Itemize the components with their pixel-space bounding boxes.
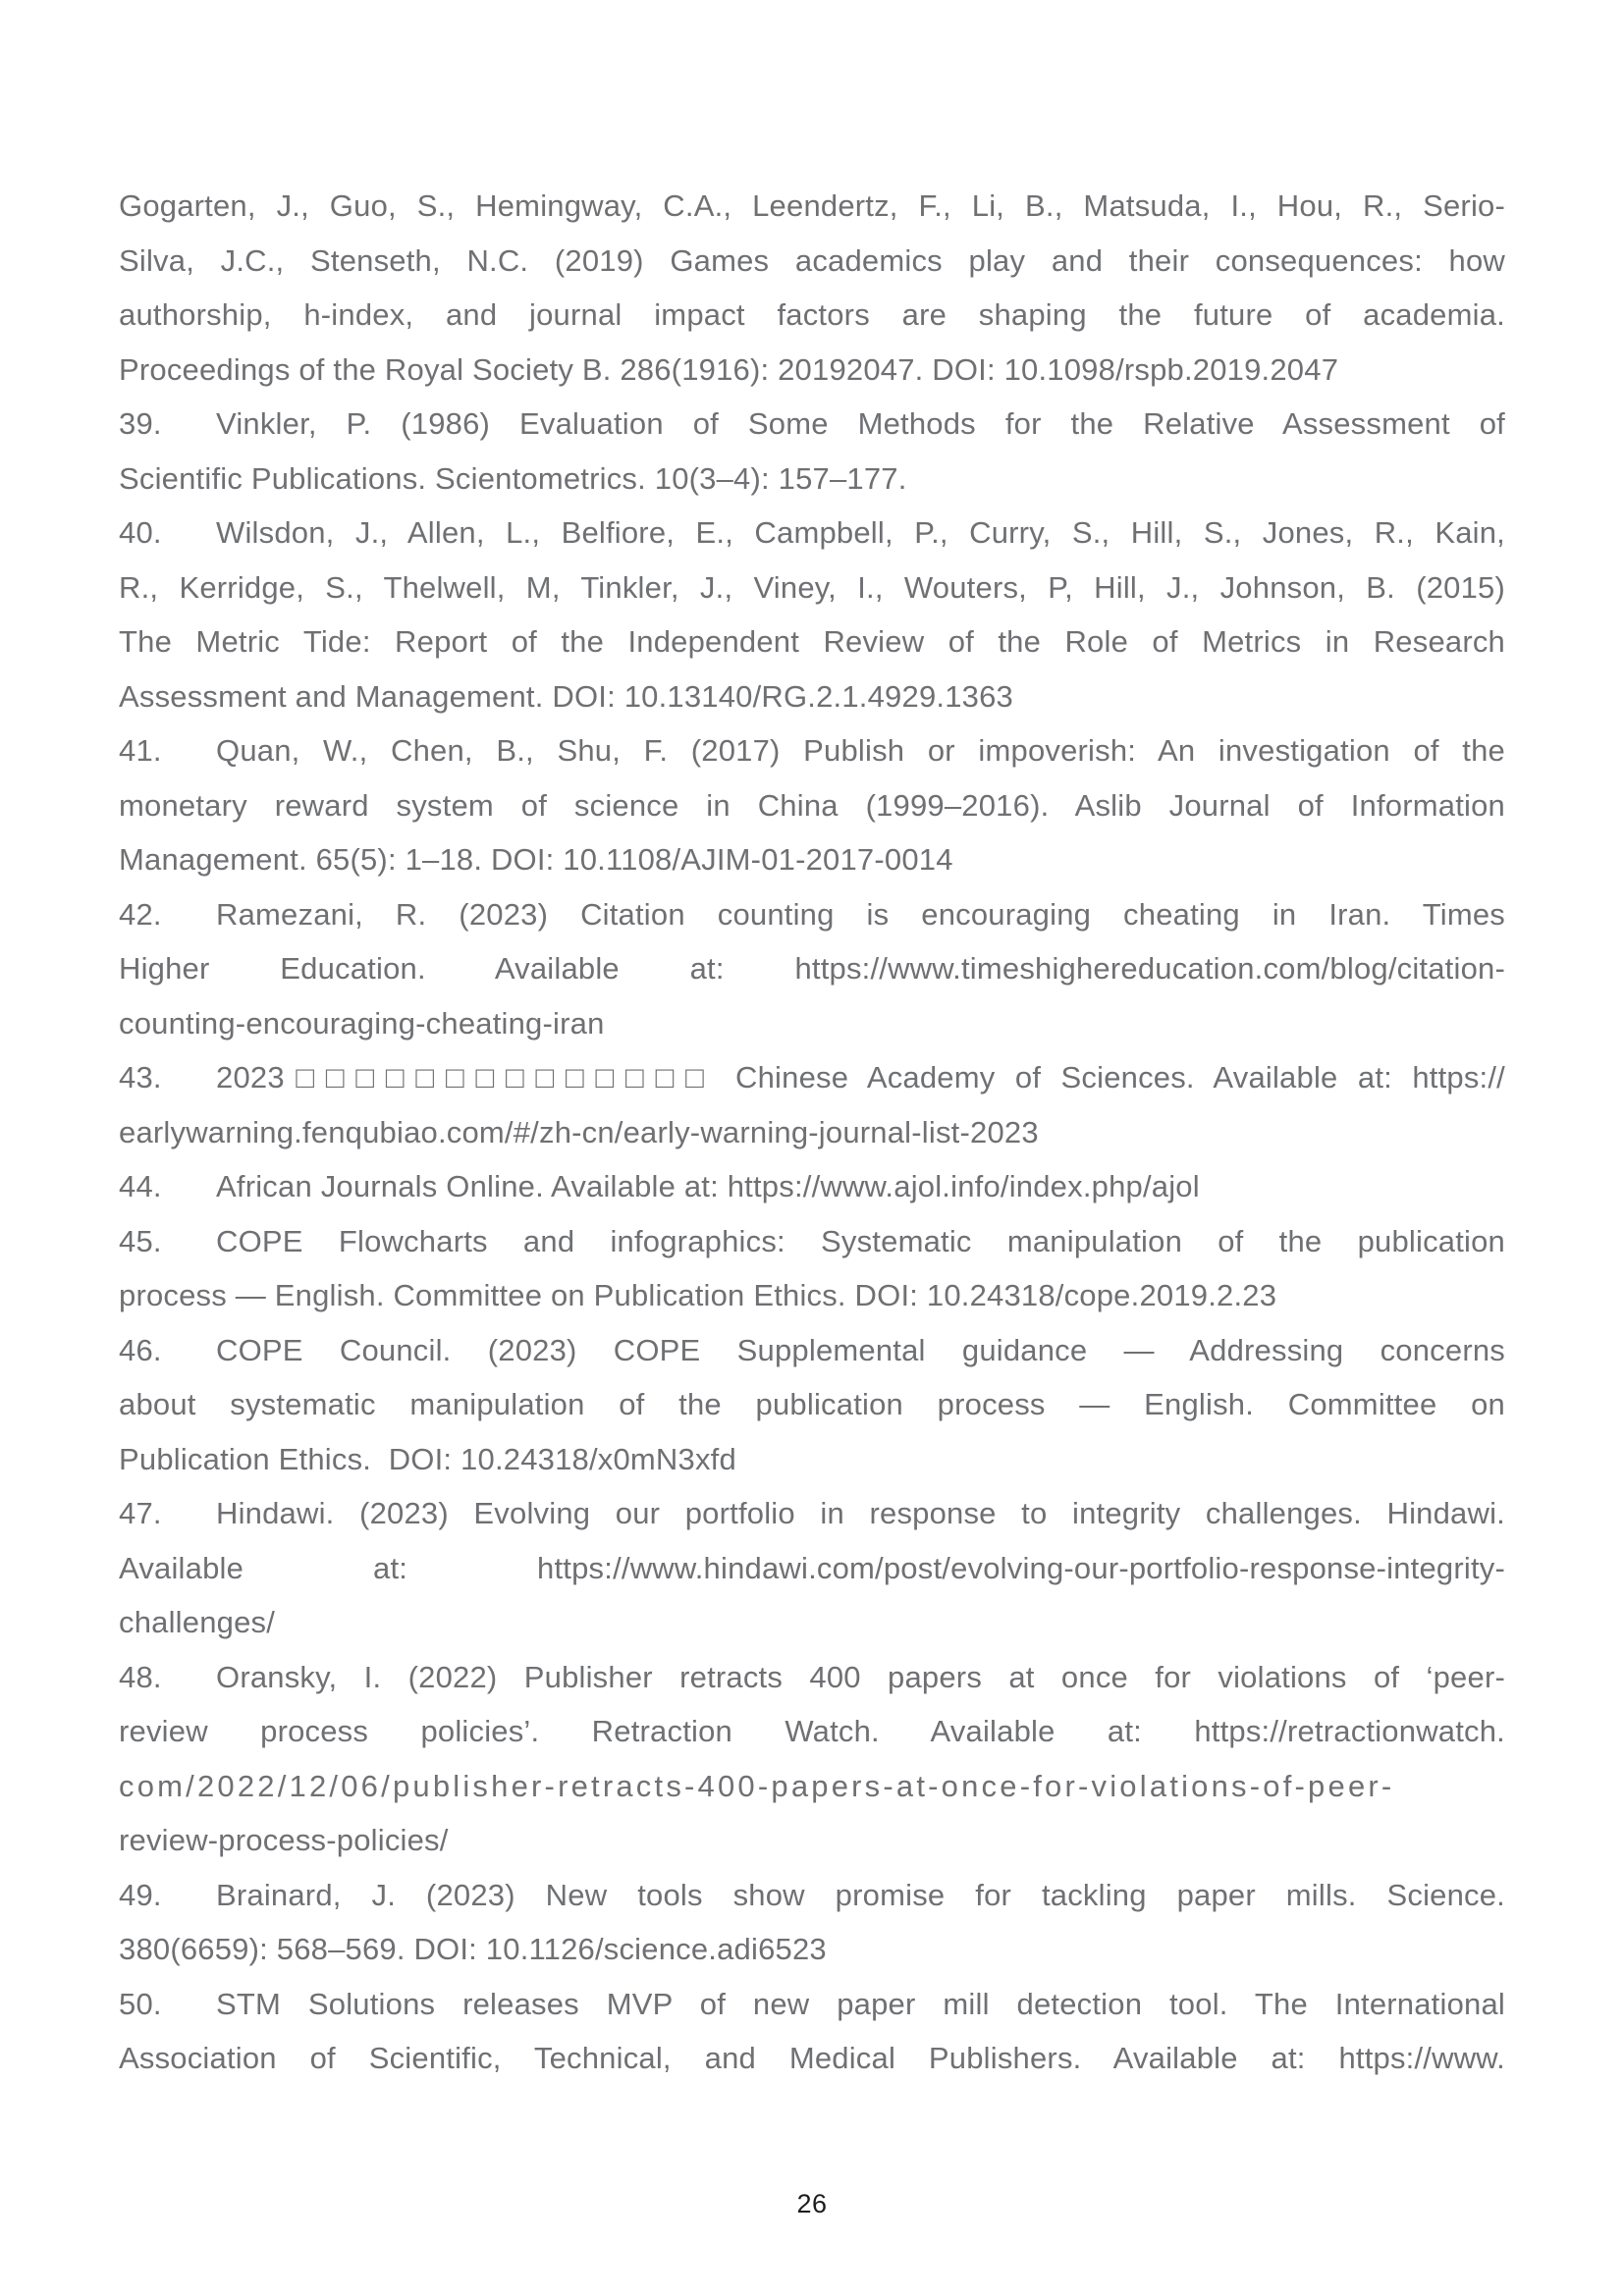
reference-line: Silva, J.C., Stenseth, N.C. (2019) Games academics play and their consequences: how (119, 242, 1505, 278)
reference-line: challenges/ (119, 1605, 276, 1639)
reference-number: 39. (119, 406, 162, 441)
reference-line: com/2022/12/06/publisher-retracts-400-papers-at-once-for-violations-of-peer- (119, 1768, 1395, 1803)
reference-line: Scientific Publications. Scientometrics. 10(3–4): 157–177. (119, 460, 907, 496)
reference-line: 380(6659): 568–569. DOI: 10.1126/science.adi6523 (119, 1932, 827, 1966)
reference-item (119, 1868, 1505, 1977)
reference-line: earlywarning.fenqubiao.com/#/zh-cn/early-warning-journal-list-2023 (119, 1114, 1039, 1149)
reference-item (119, 1214, 1505, 1323)
reference-line: Association of Scientific, Technical, and Medical Publishers. Available at: https://www. (119, 2041, 1505, 2075)
reference-item (119, 887, 1505, 1051)
references-list (119, 179, 1505, 2086)
reference-line: Proceedings of the Royal Society B. 286(1916): 20192047. DOI: 10.1098/rspb.2019.2047 (119, 351, 1339, 387)
reference-line: about systematic manipulation of the publication process — English. Committee on (119, 1387, 1505, 1421)
reference-line: authorship, h-index, and journal impact factors are shaping the future of academia. (119, 297, 1505, 332)
reference-line: Management. 65(5): 1–18. DOI: 10.1108/AJIM-01-2017-0014 (119, 842, 953, 877)
reference-line: Publication Ethics. DOI: 10.24318/x0mN3xfd (119, 1441, 736, 1476)
reference-item (119, 1159, 1505, 1214)
reference-line: 43. 2023□□□□□□□□□□□□□□ Chinese Academy of Sciences. Available at: https:// (119, 1050, 1505, 1105)
reference-line: The Metric Tide: Report of the Independent Review of the Role of Metrics in Research (119, 624, 1505, 659)
reference-line: 45. COPE Flowcharts and infographics: Systematic manipulation of the publication (119, 1214, 1505, 1269)
reference-number: 40. (119, 515, 162, 550)
reference-number: 45. (119, 1223, 162, 1258)
reference-line: 49. Brainard, J. (2023) New tools show promise for tackling paper mills. Science. (119, 1868, 1505, 1923)
reference-line: 39. Vinkler, P. (1986) Evaluation of Some Methods for the Relative Assessment of (119, 397, 1505, 452)
reference-item (119, 179, 1505, 397)
reference-line: review-process-policies/ (119, 1823, 449, 1857)
reference-number: 42. (119, 896, 162, 932)
reference-line: Available at: https://www.hindawi.com/post/evolving-our-portfolio-response-integrity- (119, 1550, 1505, 1585)
reference-number: 41. (119, 733, 162, 768)
reference-line: Assessment and Management. DOI: 10.13140/RG.2.1.4929.1363 (119, 678, 1013, 714)
reference-item (119, 1977, 1505, 2086)
reference-line: R., Kerridge, S., Thelwell, M, Tinkler, J., Viney, I., Wouters, P, Hill, J., Johnson, B. (2015) (119, 569, 1505, 605)
reference-item (119, 506, 1505, 723)
reference-line: Gogarten, J., Guo, S., Hemingway, C.A., Leendertz, F., Li, B., Matsuda, I., Hou, R., Serio- (119, 188, 1505, 223)
reference-line: 48. Oransky, I. (2022) Publisher retracts 400 papers at once for violations of ‘peer- (119, 1650, 1505, 1705)
reference-number: 50. (119, 1986, 162, 2021)
reference-line: 44. African Journals Online. Available at: https://www.ajol.info/index.php/ajol (119, 1159, 1505, 1214)
reference-item (119, 1050, 1505, 1159)
reference-number: 47. (119, 1496, 162, 1530)
reference-item (119, 723, 1505, 887)
reference-line: review process policies’. Retraction Watch. Available at: https://retractionwatch. (119, 1714, 1505, 1748)
reference-number: 48. (119, 1659, 162, 1694)
page-footer (0, 2189, 1624, 2219)
reference-item (119, 397, 1505, 506)
reference-item (119, 1323, 1505, 1487)
reference-line: 47. Hindawi. (2023) Evolving our portfolio in response to integrity challenges. Hindawi. (119, 1486, 1505, 1541)
reference-line: Higher Education. Available at: https://www.timeshighereducation.com/blog/citation- (119, 951, 1505, 986)
reference-line: 40. Wilsdon, J., Allen, L., Belfiore, E., Campbell, P., Curry, S., Hill, S., Jones, R., Kain, (119, 506, 1505, 561)
reference-line: monetary reward system of science in China (1999–2016). Aslib Journal of Information (119, 787, 1505, 823)
reference-line: 46. COPE Council. (2023) COPE Supplemental guidance — Addressing concerns (119, 1323, 1505, 1378)
reference-line: 50. STM Solutions releases MVP of new paper mill detection tool. The International (119, 1977, 1505, 2032)
reference-number: 46. (119, 1332, 162, 1367)
reference-line: process — English. Committee on Publication Ethics. DOI: 10.24318/cope.2019.2.23 (119, 1278, 1277, 1312)
page-number: 26 (796, 2189, 828, 2218)
reference-item (119, 1650, 1505, 1868)
reference-line: 41. Quan, W., Chen, B., Shu, F. (2017) Publish or impoverish: An investigation of the (119, 723, 1505, 778)
reference-line: counting-encouraging-cheating-iran (119, 1005, 605, 1041)
reference-number: 49. (119, 1877, 162, 1912)
reference-number: 44. (119, 1169, 162, 1203)
reference-line: 42. Ramezani, R. (2023) Citation counting is encouraging cheating in Iran. Times (119, 887, 1505, 942)
reference-number: 43. (119, 1060, 162, 1095)
reference-item (119, 1486, 1505, 1650)
